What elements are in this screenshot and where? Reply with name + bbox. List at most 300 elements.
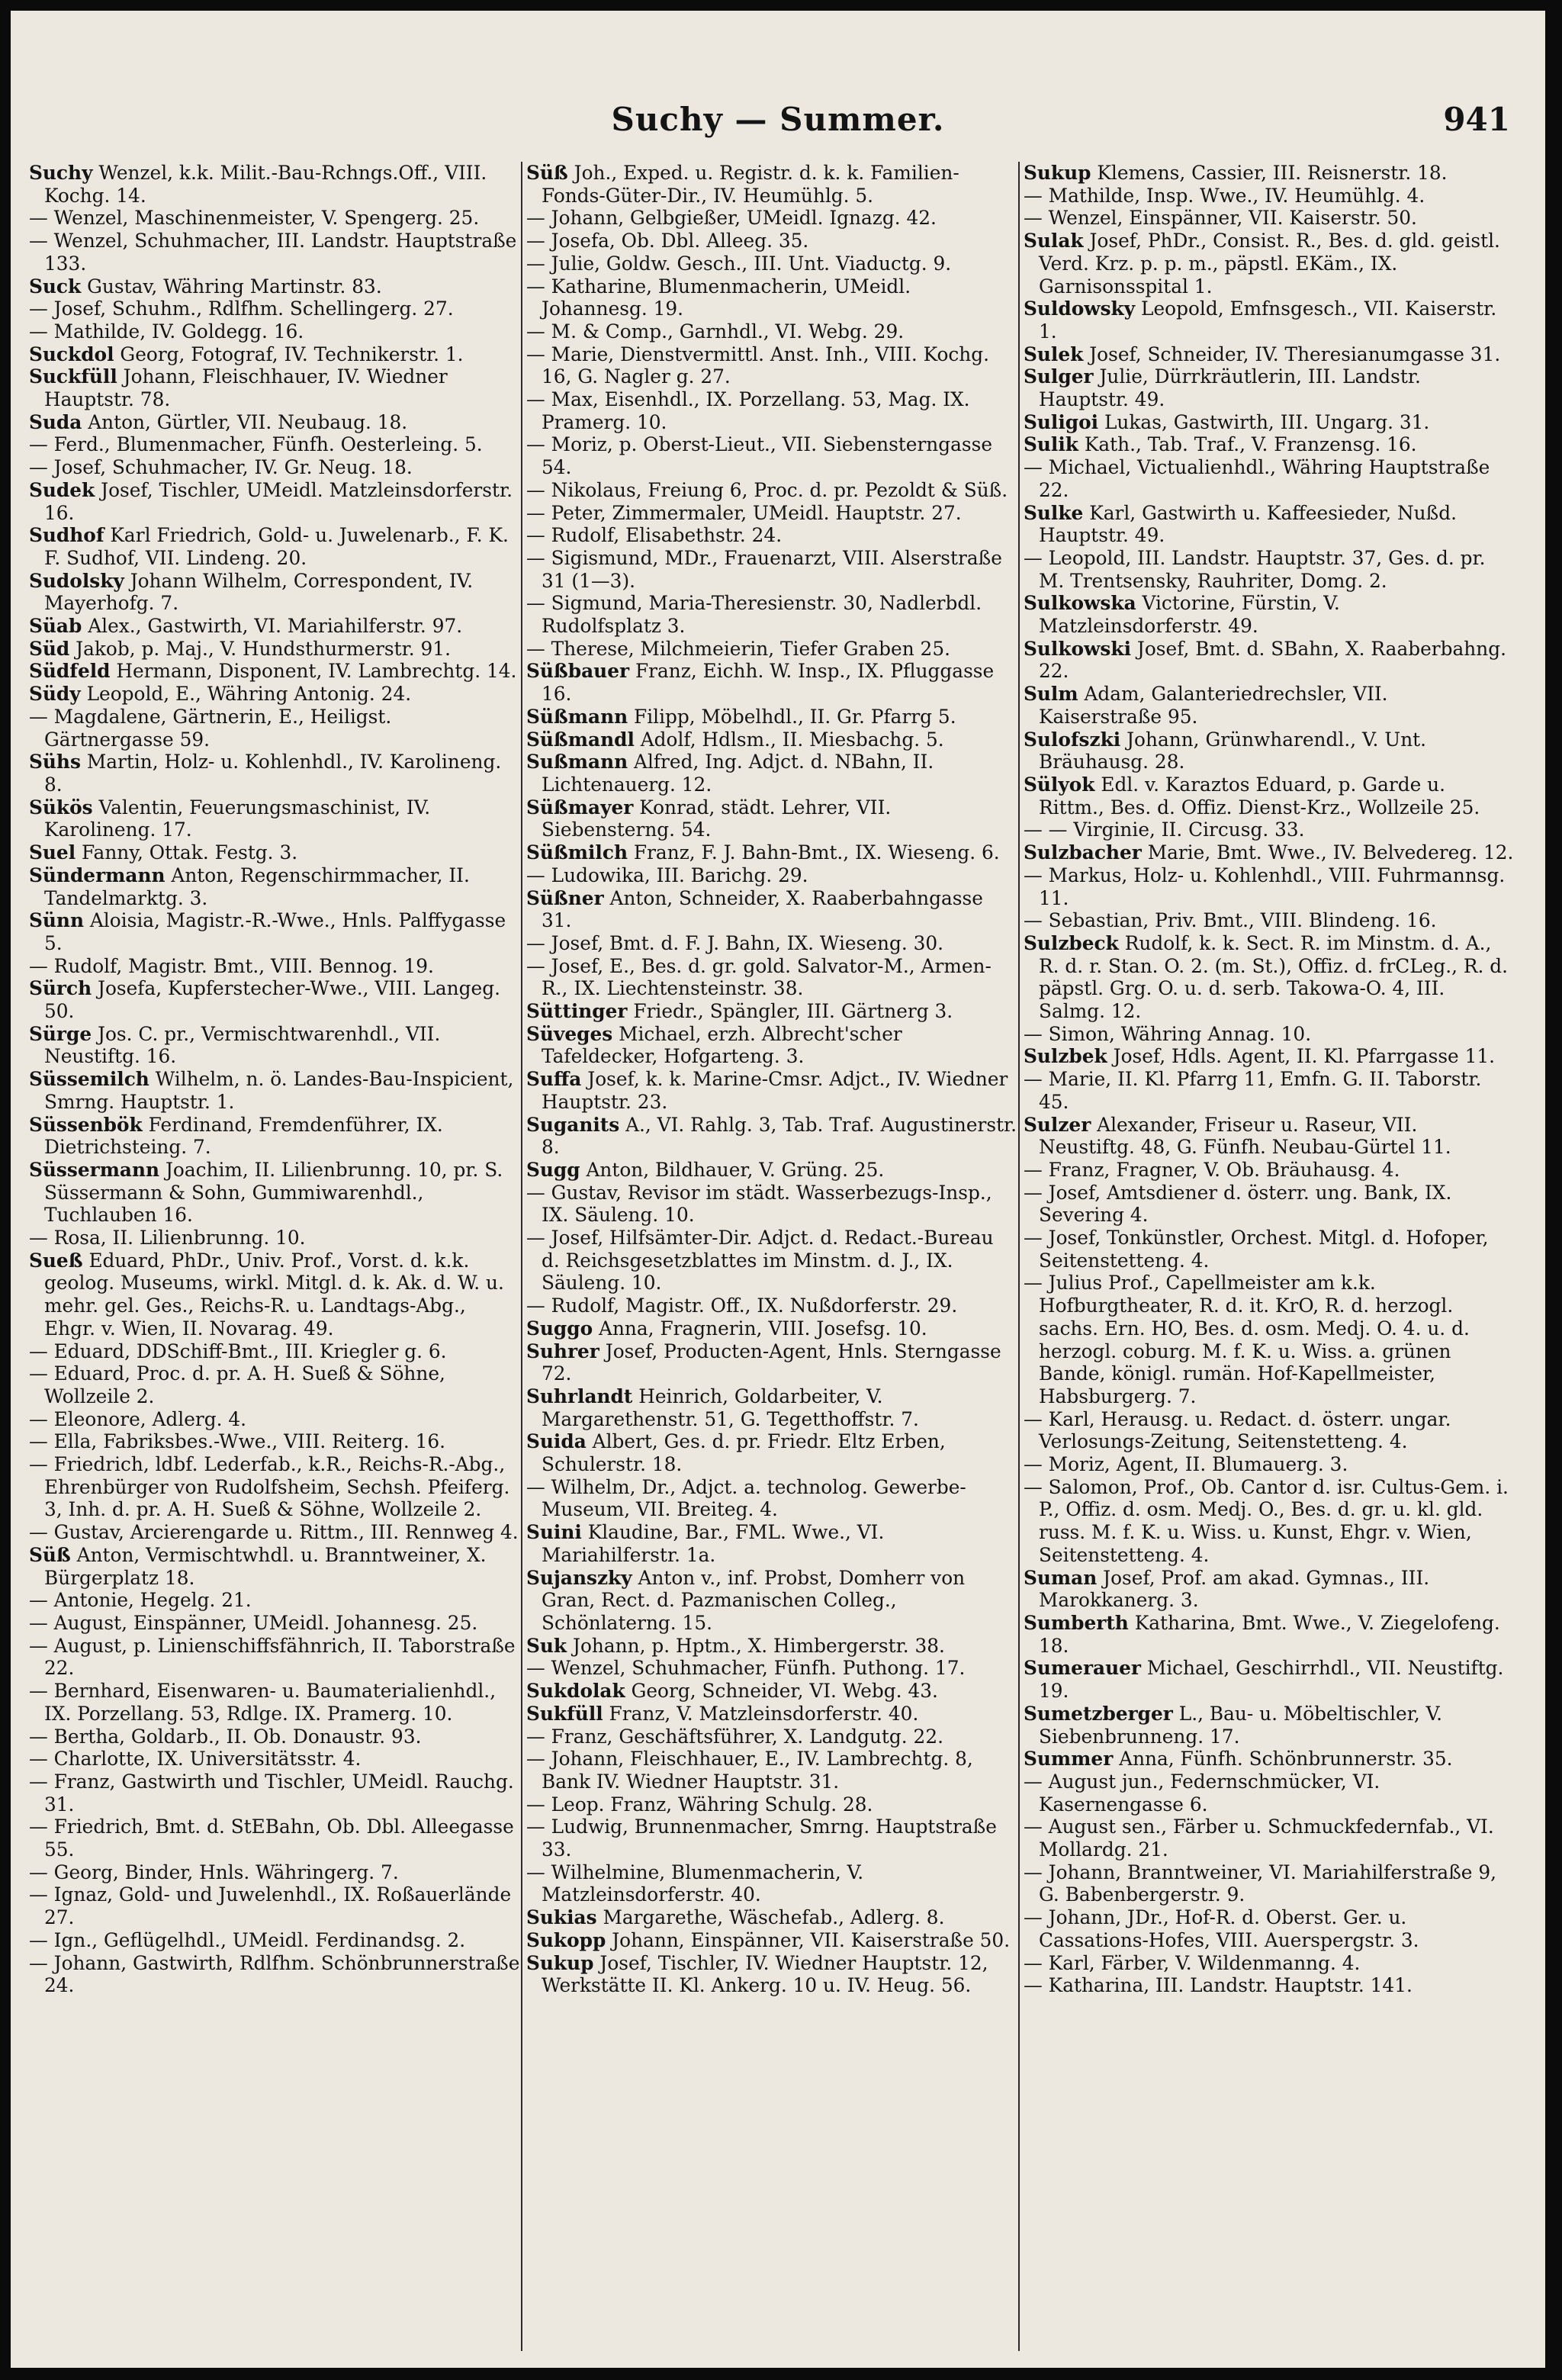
- directory-entry: [29, 841, 520, 864]
- entry-surname: Süssenbök: [29, 1113, 143, 1136]
- entry-details: — Charlotte, IX. Universitätsstr. 4.: [29, 1748, 362, 1771]
- entry-details: Josefa, Kupferstecher-Wwe., VIII. Langeg. 50.: [44, 977, 500, 1023]
- directory-entry: [1024, 638, 1515, 683]
- entry-details: Johann, Grünwharendl., V. Unt. Bräuhausg. 28.: [1039, 728, 1427, 774]
- directory-entry: [526, 230, 1017, 252]
- entry-details: Johann, Einspänner, VII. Kaiserstraße 50.: [612, 1928, 1011, 1951]
- directory-entry: [526, 1068, 1017, 1113]
- entry-surname: Sudhof: [29, 524, 104, 547]
- entry-surname: Summer: [1024, 1748, 1114, 1771]
- directory-entry: [526, 932, 1017, 955]
- entry-details: — Josef, E., Bes. d. gr. gold. Salvator-M., Armen-R., IX. Liechtensteinstr. 38.: [526, 954, 992, 1000]
- entry-surname: Sulofszki: [1024, 728, 1121, 751]
- entry-surname: Sulzbek: [1024, 1045, 1107, 1068]
- entry-details: Anton, Vermischtwhdl. u. Branntweiner, X. Bürgerplatz 18.: [44, 1543, 487, 1589]
- directory-entry: [526, 887, 1017, 932]
- directory-entry: [526, 1000, 1017, 1023]
- directory-entry: [29, 365, 520, 410]
- directory-entry: [1024, 1816, 1515, 1861]
- directory-entry: [29, 433, 520, 456]
- directory-entry: [29, 909, 520, 954]
- directory-entry: [1024, 411, 1515, 434]
- directory-entry: [1024, 1272, 1515, 1407]
- entry-surname: Süß: [526, 162, 568, 184]
- directory-entry: [526, 1793, 1017, 1816]
- entry-details: — August, p. Linienschiffsfähnrich, II. Taborstraße 22.: [29, 1634, 516, 1680]
- entry-details: — Sigmund, Maria-Theresienstr. 30, Nadlerbdl. Rudolfsplatz 3.: [526, 592, 982, 638]
- directory-entry: [1024, 1612, 1515, 1657]
- entry-details: — Karl, Färber, V. Wildenmanng. 4.: [1024, 1951, 1361, 1974]
- directory-entry: [1024, 207, 1515, 230]
- entry-details: Edl. v. Karaztos Eduard, p. Garde u. Rittm., Bes. d. Offiz. Dienst-Krz., Wollzeile 25.: [1039, 773, 1480, 819]
- directory-entry: [29, 683, 520, 706]
- entry-surname: Suda: [29, 410, 82, 433]
- entry-details: Georg, Fotograf, IV. Technikerstr. 1.: [120, 343, 464, 365]
- directory-entry: [29, 1816, 520, 1861]
- running-head: Suchy — Summer.: [611, 101, 945, 138]
- directory-entry: [526, 1635, 1017, 1658]
- entry-details: Katharina, Bmt. Wwe., V. Ziegelofeng. 18.: [1039, 1612, 1500, 1657]
- directory-entry: [1024, 864, 1515, 909]
- entry-details: Johann, Fleischhauer, IV. Wiedner Hauptstr. 78.: [44, 365, 448, 411]
- entry-surname: Süd: [29, 637, 70, 660]
- directory-entry: [29, 570, 520, 615]
- directory-entry: [526, 638, 1017, 661]
- directory-entry: [29, 298, 520, 320]
- directory-entry: [1024, 456, 1515, 501]
- entry-details: — Marie, Dienstvermittl. Anst. Inh., VIII. Kochg. 16, G. Nagler g. 27.: [526, 343, 990, 388]
- directory-entry: [29, 1544, 520, 1589]
- entry-details: — Julie, Goldw. Gesch., III. Unt. Viaductg. 9.: [526, 252, 952, 275]
- entry-details: — Franz, Fragner, V. Ob. Bräuhausg. 4.: [1024, 1158, 1400, 1181]
- column-1: [29, 162, 520, 2359]
- entry-details: Franz, Eichh. W. Insp., IX. Pfluggasse 16.: [542, 660, 995, 706]
- column-rule: [1018, 162, 1020, 2351]
- entry-surname: Süßmann: [526, 705, 628, 728]
- entry-surname: Sulm: [1024, 683, 1078, 706]
- entry-details: Josef, Prof. am akad. Gymnas., III. Marokkanerg. 3.: [1039, 1566, 1430, 1612]
- directory-entry: [29, 1250, 520, 1340]
- entry-details: — Sigismund, MDr., Frauenarzt, VIII. Alserstraße 31 (1—3).: [526, 546, 1002, 592]
- entry-details: Johann, p. Hptm., X. Himbergerstr. 38.: [573, 1634, 945, 1657]
- entry-details: — Eduard, Proc. d. pr. A. H. Sueß & Söhne, Wollzeile 2.: [29, 1362, 445, 1407]
- directory-entry: [29, 1159, 520, 1227]
- directory-entry: [1024, 1476, 1515, 1567]
- directory-entry: [1024, 162, 1515, 185]
- directory-entry: [1024, 1974, 1515, 1997]
- entry-surname: Sulzer: [1024, 1113, 1091, 1136]
- directory-entry: [526, 1748, 1017, 1793]
- entry-surname: Sürge: [29, 1022, 92, 1045]
- entry-details: — Wilhelmine, Blumenmacherin, V. Matzleinsdorferstr. 40.: [526, 1861, 864, 1906]
- entry-details: — Eleonore, Adlerg. 4.: [29, 1407, 247, 1430]
- directory-entry: [29, 638, 520, 661]
- entry-details: Adolf, Hdlsm., II. Miesbachg. 5.: [640, 728, 944, 751]
- page-number: 941: [1443, 101, 1510, 138]
- entry-details: Ferdinand, Fremdenführer, IX. Dietrichsteing. 7.: [44, 1113, 443, 1159]
- directory-entry: [29, 524, 520, 569]
- entry-surname: Suini: [526, 1521, 582, 1544]
- entry-details: Josef, Producten-Agent, Hnls. Sterngasse 72.: [542, 1340, 1001, 1385]
- entry-details: — Johann, Fleischhauer, E., IV. Lambrechtg. 8, Bank IV. Wiedner Hauptstr. 31.: [526, 1748, 973, 1793]
- entry-details: — Bernhard, Eisenwaren- u. Baumaterialienhdl., IX. Porzellang. 53, Rdlge. IX. Pramerg. 10.: [29, 1680, 497, 1725]
- entry-details: — Wenzel, Maschinenmeister, V. Spengerg. 25.: [29, 207, 480, 230]
- directory-entry: [1024, 1906, 1515, 1951]
- directory-entry: [526, 1114, 1017, 1159]
- entry-details: Michael, Geschirrhdl., VII. Neustiftg. 19.: [1039, 1657, 1504, 1703]
- directory-entry: [29, 1883, 520, 1928]
- directory-entry: [29, 1453, 520, 1521]
- directory-entry: [526, 547, 1017, 592]
- entry-surname: Suk: [526, 1634, 567, 1657]
- entry-surname: Süttinger: [526, 1000, 628, 1023]
- directory-entry: [1024, 1045, 1515, 1068]
- entry-details: Josef, Schneider, IV. Theresianumgasse 31.: [1089, 343, 1501, 365]
- entry-details: — Salomon, Prof., Ob. Cantor d. isr. Cultus-Gem. i. P., Offiz. d. osm. Medj. O., Bes. d. gr. u. kl. gld. russ. M. f. K. u. Wiss. u. Kunst, Ehgr. v. Wien, Seitenstetteng. 4.: [1024, 1475, 1509, 1566]
- directory-entry: [526, 479, 1017, 502]
- directory-entry: [29, 162, 520, 207]
- entry-surname: Süßmilch: [526, 841, 628, 864]
- directory-entry: [526, 1476, 1017, 1521]
- directory-entry: [29, 1748, 520, 1771]
- entry-details: Jakob, p. Maj., V. Hundsthurmerstr. 91.: [76, 637, 451, 660]
- entry-details: Lukas, Gastwirth, III. Ungarg. 31.: [1104, 410, 1430, 433]
- entry-details: — — Virginie, II. Circusg. 33.: [1024, 819, 1305, 841]
- entry-details: — Katharine, Blumenmacherin, UMeidl. Johannesg. 19.: [526, 275, 911, 320]
- directory-entry: [526, 728, 1017, 751]
- entry-details: — M. & Comp., Garnhdl., VI. Webg. 29.: [526, 320, 905, 343]
- entry-surname: Süveges: [526, 1022, 613, 1045]
- entry-details: Aloisia, Magistr.-R.-Wwe., Hnls. Palffygasse 5.: [44, 909, 506, 954]
- entry-details: — Moriz, Agent, II. Blumauerg. 3.: [1024, 1453, 1348, 1476]
- entry-details: Hermann, Disponent, IV. Lambrechtg. 14.: [116, 660, 517, 683]
- entry-details: — Eduard, DDSchiff-Bmt., III. Kriegler g. 6.: [29, 1340, 447, 1362]
- entry-details: — Marie, II. Kl. Pfarrg 11, Emfn. G. II. Taborstr. 45.: [1024, 1068, 1482, 1113]
- entry-surname: Sündermann: [29, 864, 166, 886]
- entry-details: — Josef, Schuhm., Rdlfhm. Schellingerg. 27.: [29, 298, 454, 320]
- entry-surname: Suchy: [29, 162, 93, 184]
- entry-details: — Rosa, II. Lilienbrunng. 10.: [29, 1227, 306, 1250]
- directory-entry: [526, 1567, 1017, 1635]
- entry-details: — August jun., Federnschmücker, VI. Kasernengasse 6.: [1024, 1770, 1380, 1816]
- directory-entry: [526, 1861, 1017, 1906]
- directory-entry: [526, 388, 1017, 433]
- directory-entry: [29, 1771, 520, 1816]
- directory-entry: [1024, 1771, 1515, 1816]
- entry-surname: Süßner: [526, 886, 604, 909]
- entry-details: L., Bau- u. Möbeltischler, V. Siebenbrunneng. 17.: [1039, 1702, 1443, 1748]
- entry-details: — Ign., Geflügelhdl., UMeidl. Ferdinandsg. 2.: [29, 1928, 466, 1951]
- entry-details: Anna, Fünfh. Schönbrunnerstr. 35.: [1119, 1748, 1453, 1771]
- directory-entry: [526, 751, 1017, 796]
- entry-surname: Sünn: [29, 909, 84, 932]
- directory-entry: [29, 1114, 520, 1159]
- entry-details: — Friedrich, Bmt. d. StEBahn, Ob. Dbl. Alleegasse 55.: [29, 1816, 514, 1861]
- entry-details: — August sen., Färber u. Schmuckfedernfab., VI. Mollardg. 21.: [1024, 1816, 1494, 1861]
- directory-entry: [526, 796, 1017, 841]
- entry-details: Albert, Ges. d. pr. Friedr. Eltz Erben, Schulerstr. 18.: [542, 1430, 946, 1476]
- entry-surname: Süß: [29, 1543, 71, 1566]
- entry-details: — Gustav, Arcierengarde u. Rittm., III. Rennweg 4.: [29, 1521, 519, 1544]
- entry-details: — Leop. Franz, Währing Schulg. 28.: [526, 1793, 873, 1816]
- entry-details: Joh., Exped. u. Registr. d. k. k. Familien-Fonds-Güter-Dir., IV. Heumühlg. 5.: [542, 162, 959, 207]
- entry-details: Eduard, PhDr., Univ. Prof., Vorst. d. k.k. geolog. Museums, wirkl. Mitgl. d. k. Ak. d. W. u. mehr. gel. Ges., Reichs-R. u. Landtags-Abg., Ehgr. v. Wien, II. Novarag. 49.: [44, 1249, 504, 1340]
- column-2: [526, 162, 1017, 2359]
- entry-details: — Josef, Tonkünstler, Orchest. Mitgl. d. Hofoper, Seitenstetteng. 4.: [1024, 1227, 1489, 1272]
- entry-surname: Sulzbeck: [1024, 931, 1119, 954]
- directory-entry: [526, 1816, 1017, 1861]
- directory-entry: [1024, 1227, 1515, 1272]
- directory-entry: [526, 841, 1017, 864]
- directory-entry: [526, 1295, 1017, 1317]
- entry-surname: Sukup: [1024, 162, 1091, 184]
- entry-details: — Antonie, Hegelg. 21.: [29, 1589, 252, 1612]
- entry-surname: Sukias: [526, 1906, 597, 1929]
- directory-entry: [526, 502, 1017, 525]
- directory-entry: [1024, 909, 1515, 932]
- directory-entry: [526, 1657, 1017, 1680]
- entry-details: — Georg, Binder, Hnls. Währingerg. 7.: [29, 1861, 399, 1883]
- directory-entry: [1024, 298, 1515, 343]
- entry-details: Josef, Tischler, IV. Wiedner Hauptstr. 12, Werkstätte II. Kl. Ankerg. 10 u. IV. Heug. 56.: [542, 1951, 988, 1997]
- entry-surname: Suhrlandt: [526, 1385, 633, 1407]
- directory-entry: [29, 660, 520, 683]
- entry-details: Franz, F. J. Bahn-Bmt., IX. Wieseng. 6.: [633, 841, 1000, 864]
- entry-details: Karl Friedrich, Gold- u. Juwelenarb., F. K. F. Sudhof, VII. Lindeng. 20.: [44, 524, 509, 569]
- directory-entry: [29, 1362, 520, 1407]
- entry-surname: Südy: [29, 683, 81, 706]
- entry-surname: Sulak: [1024, 230, 1084, 252]
- directory-entry: [526, 1317, 1017, 1340]
- directory-entry: [29, 275, 520, 298]
- entry-details: Margarethe, Wäschefab., Adlerg. 8.: [603, 1906, 945, 1929]
- entry-details: — Markus, Holz- u. Kohlenhdl., VIII. Fuhrmannsg. 11.: [1024, 864, 1506, 909]
- directory-entry: [526, 1340, 1017, 1385]
- entry-details: — Johann, JDr., Hof-R. d. Oberst. Ger. u. Cassations-Hofes, VIII. Auerspergstr. 3.: [1024, 1906, 1419, 1951]
- entry-details: Julie, Dürrkräutlerin, III. Landstr. Hauptstr. 49.: [1039, 365, 1421, 411]
- entry-details: Johann Wilhelm, Correspondent, IV. Mayerhofg. 7.: [44, 569, 474, 615]
- directory-entry: [526, 1703, 1017, 1726]
- directory-entry: [526, 1906, 1017, 1929]
- directory-entry: [526, 343, 1017, 388]
- directory-entry: [29, 955, 520, 978]
- entry-details: — Wenzel, Einspänner, VII. Kaiserstr. 50.: [1024, 207, 1417, 230]
- entry-details: Gustav, Währing Martinstr. 83.: [87, 275, 382, 298]
- entry-details: — Julius Prof., Capellmeister am k.k. Hofburgtheater, R. d. it. KrO, R. d. herzogl. sachs. Ern. HO, Bes. d. osm. Medj. O. 4. u. d. herzogl. coburg. M. f. K. u. Wiss. a. grünen Bande, königl. rumän. Hof-Kapellmeister, Habsburgerg. 7.: [1024, 1272, 1470, 1407]
- directory-entry: [1024, 1182, 1515, 1227]
- entry-details: — Therese, Milchmeierin, Tiefer Graben 25.: [526, 637, 950, 660]
- directory-entry: [29, 796, 520, 841]
- entry-details: — Josefa, Ob. Dbl. Alleeg. 35.: [526, 230, 809, 252]
- entry-surname: Sukopp: [526, 1928, 606, 1951]
- entry-details: — Rudolf, Elisabethstr. 24.: [526, 524, 783, 547]
- entry-details: — Simon, Währing Annag. 10.: [1024, 1022, 1312, 1045]
- directory-entry: [1024, 502, 1515, 547]
- entry-details: Franz, V. Matzleinsdorferstr. 40.: [609, 1702, 919, 1725]
- entry-details: — Wenzel, Schuhmacher, Fünfh. Puthong. 17.: [526, 1657, 966, 1680]
- entry-details: Anton v., inf. Probst, Domherr von Gran, Rect. d. Pazmanischen Colleg., Schönlaterng. 15.: [542, 1566, 966, 1634]
- entry-details: — Nikolaus, Freiung 6, Proc. d. pr. Pezoldt & Süß.: [526, 478, 1008, 501]
- directory-entry: [526, 275, 1017, 320]
- entry-details: Michael, erzh. Albrecht'scher Tafeldecker, Hofgarteng. 3.: [542, 1022, 902, 1068]
- page-header: [11, 101, 1545, 162]
- entry-details: — Franz, Geschäftsführer, X. Landgutg. 22.: [526, 1725, 943, 1748]
- entry-details: Alfred, Ing. Adjct. d. NBahn, II. Lichtenauerg. 12.: [542, 751, 934, 796]
- directory-entry: [1024, 1114, 1515, 1159]
- entry-surname: Sukup: [526, 1951, 594, 1974]
- directory-entry: [29, 706, 520, 751]
- entry-surname: Süßmayer: [526, 796, 634, 819]
- entry-surname: Sukdolak: [526, 1680, 625, 1703]
- entry-details: — Ignaz, Gold- und Juwelenhdl., IX. Roßauerlände 27.: [29, 1883, 512, 1929]
- entry-details: Valentin, Feuerungsmaschinist, IV. Karolineng. 17.: [44, 796, 431, 841]
- directory-entry: [526, 1385, 1017, 1430]
- directory-entry: [526, 320, 1017, 343]
- entry-surname: Sulek: [1024, 343, 1084, 365]
- directory-entry: [526, 252, 1017, 275]
- entry-details: Joachim, II. Lilienbrunng. 10, pr. S. Süssermann & Sohn, Gummiwarenhdl., Tuchlauben 16.: [44, 1158, 503, 1227]
- entry-surname: Sulke: [1024, 501, 1084, 524]
- entry-details: Anton, Bildhauer, V. Grüng. 25.: [586, 1158, 885, 1181]
- directory-entry: [29, 456, 520, 479]
- directory-entry: [29, 615, 520, 638]
- entry-details: — Wenzel, Schuhmacher, III. Landstr. Hauptstraße 133.: [29, 230, 517, 275]
- entry-details: Karl, Gastwirth u. Kaffeesieder, Nußd. Hauptstr. 49.: [1039, 501, 1457, 547]
- entry-details: — Mathilde, Insp. Wwe., IV. Heumühlg. 4.: [1024, 184, 1425, 207]
- entry-details: — Magdalene, Gärtnerin, E., Heiligst. Gärtnergasse 59.: [29, 705, 392, 751]
- entry-surname: Süssemilch: [29, 1068, 149, 1091]
- entry-surname: Sulkowski: [1024, 637, 1131, 660]
- entry-surname: Sükös: [29, 796, 93, 819]
- entry-surname: Süßmandl: [526, 728, 635, 751]
- entry-surname: Sülyok: [1024, 773, 1095, 796]
- entry-surname: Suckfüll: [29, 365, 117, 388]
- entry-details: Alexander, Friseur u. Raseur, VII. Neustiftg. 48, G. Fünfh. Neubau-Gürtel 11.: [1039, 1113, 1451, 1159]
- entry-details: — Josef, Schuhmacher, IV. Gr. Neug. 18.: [29, 456, 413, 479]
- entry-details: Wenzel, k.k. Milit.-Bau-Rchngs.Off., VIII. Kochg. 14.: [44, 162, 487, 207]
- entry-details: Adam, Galanteriedrechsler, VII. Kaiserstraße 95.: [1039, 683, 1388, 728]
- entry-details: — August, Einspänner, UMeidl. Johannesg. 25.: [29, 1612, 478, 1634]
- entry-details: Leopold, Emfnsgesch., VII. Kaiserstr. 1.: [1039, 298, 1497, 343]
- directory-entry: [29, 1589, 520, 1612]
- directory-entry: [1024, 1453, 1515, 1476]
- entry-details: — Josef, Bmt. d. F. J. Bahn, IX. Wieseng. 30.: [526, 931, 944, 954]
- entry-surname: Suman: [1024, 1566, 1098, 1589]
- directory-entry: [1024, 1748, 1515, 1771]
- entry-details: — Ludowika, III. Barichg. 29.: [526, 864, 808, 886]
- column-3: [1024, 162, 1515, 2359]
- entry-surname: Sumberth: [1024, 1612, 1129, 1634]
- entry-details: — Friedrich, ldbf. Lederfab., k.R., Reichs-R.-Abg., Ehrenbürger von Rudolfsheim, Sechsh. Pfeiferg. 3, Inh. d. pr. A. H. Sueß & Söhne, Wollzeile 2.: [29, 1453, 510, 1521]
- entry-details: — Gustav, Revisor im städt. Wasserbezugs-Insp., IX. Säuleng. 10.: [526, 1181, 992, 1227]
- entry-details: Victorine, Fürstin, V. Matzleinsdorferstr. 49.: [1039, 592, 1340, 638]
- entry-details: — Bertha, Goldarb., II. Ob. Donaustr. 93.: [29, 1725, 422, 1748]
- column-rule: [521, 162, 522, 2351]
- entry-surname: Sühs: [29, 751, 81, 774]
- directory-entry: [1024, 774, 1515, 819]
- directory-entry: [29, 320, 520, 343]
- entry-details: — Peter, Zimmermaler, UMeidl. Hauptstr. 27.: [526, 501, 962, 524]
- entry-details: — Ludwig, Brunnenmacher, Smrng. Hauptstraße 33.: [526, 1816, 997, 1861]
- entry-surname: Suggo: [526, 1317, 593, 1340]
- directory-entry: [526, 1430, 1017, 1475]
- entry-details: — Michael, Victualienhdl., Währing Hauptstraße 22.: [1024, 456, 1490, 501]
- entry-details: — Mathilde, IV. Goldegg. 16.: [29, 320, 304, 343]
- entry-details: Filipp, Möbelhdl., II. Gr. Pfarrg 5.: [634, 705, 956, 728]
- entry-surname: Sudek: [29, 478, 95, 501]
- entry-details: Rudolf, k. k. Sect. R. im Minstm. d. A., R. d. r. Stan. O. 2. (m. St.), Offiz. d. frCLeg., R. d. päpstl. Grg. O. u. d. serb. Takowa-O. 4, III. Salmg. 12.: [1039, 931, 1509, 1023]
- directory-entry: [1024, 230, 1515, 298]
- entry-surname: Sukfüll: [526, 1702, 603, 1725]
- entry-details: — Rudolf, Magistr. Off., IX. Nußdorferstr. 29.: [526, 1295, 958, 1317]
- entry-surname: Suida: [526, 1430, 587, 1453]
- directory-entry: [1024, 728, 1515, 774]
- entry-details: Wilhelm, n. ö. Landes-Bau-Inspicient, Smrng. Hauptstr. 1.: [44, 1068, 514, 1113]
- directory-entry: [526, 433, 1017, 478]
- entry-details: Klemens, Cassier, III. Reisnerstr. 18.: [1097, 162, 1448, 184]
- entry-details: — Johann, Gelbgießer, UMeidl. Ignazg. 42.: [526, 207, 937, 230]
- entry-surname: Suckdol: [29, 343, 114, 365]
- entry-surname: Sürch: [29, 977, 92, 1000]
- entry-surname: Suldowsky: [1024, 298, 1136, 320]
- entry-details: — Josef, Hilfsämter-Dir. Adjct. d. Redact.-Bureau d. Reichsgesetzblattes im Minstm. d. J., IX. Säuleng. 10.: [526, 1227, 994, 1295]
- directory-entry: [1024, 1023, 1515, 1046]
- directory-entry: [526, 1521, 1017, 1566]
- directory-entry: [29, 479, 520, 524]
- entry-details: Josef, PhDr., Consist. R., Bes. d. gld. geistl. Verd. Krz. p. p. m., päpstl. EKäm., IX. Garnisonsspital 1.: [1039, 230, 1500, 298]
- entry-surname: Sujanszky: [526, 1566, 632, 1589]
- directory-entry: [29, 1023, 520, 1068]
- directory-entry: [1024, 1408, 1515, 1453]
- directory-entry: [29, 1521, 520, 1544]
- directory-entry: [1024, 343, 1515, 366]
- directory-entry: [29, 1340, 520, 1363]
- entry-surname: Süssermann: [29, 1158, 160, 1181]
- entry-details: — Rudolf, Magistr. Bmt., VIII. Bennog. 19.: [29, 954, 434, 977]
- directory-entry: [29, 1068, 520, 1113]
- entry-surname: Sumerauer: [1024, 1657, 1141, 1680]
- directory-entry: [1024, 1159, 1515, 1182]
- directory-entry: [526, 1227, 1017, 1295]
- entry-details: Georg, Schneider, VI. Webg. 43.: [631, 1680, 938, 1703]
- entry-details: Josef, Bmt. d. SBahn, X. Raaberbahng. 22.: [1039, 637, 1506, 683]
- entry-details: — Franz, Gastwirth und Tischler, UMeidl. Rauchg. 31.: [29, 1770, 514, 1816]
- entry-surname: Sulzbacher: [1024, 841, 1142, 864]
- directory-entry: [29, 1680, 520, 1725]
- directory-entry: [526, 162, 1017, 207]
- entry-details: — Ferd., Blumenmacher, Fünfh. Oesterleing. 5.: [29, 433, 483, 456]
- directory-entry: [526, 207, 1017, 230]
- directory-entry: [526, 660, 1017, 705]
- directory-entry: [526, 1023, 1017, 1068]
- entry-surname: Sulkowska: [1024, 592, 1136, 615]
- entry-surname: Suffa: [526, 1068, 582, 1091]
- directory-entry: [1024, 185, 1515, 207]
- directory-entry: [1024, 683, 1515, 728]
- entry-details: Josef, k. k. Marine-Cmsr. Adjct., IV. Wiedner Hauptstr. 23.: [542, 1068, 1008, 1113]
- entry-surname: Sulger: [1024, 365, 1094, 388]
- directory-page: [11, 11, 1545, 2368]
- entry-details: — Wilhelm, Dr., Adjct. a. technolog. Gewerbe-Museum, VII. Breiteg. 4.: [526, 1475, 966, 1521]
- entry-details: Klaudine, Bar., FML. Wwe., VI. Mariahilferstr. 1a.: [542, 1521, 885, 1566]
- entry-details: A., VI. Rahlg. 3, Tab. Traf. Augustinerstr. 8.: [542, 1113, 1017, 1159]
- directory-entry: [1024, 547, 1515, 592]
- entry-details: Josef, Tischler, UMeidl. Matzleinsdorferstr. 16.: [44, 478, 513, 524]
- entry-surname: Suganits: [526, 1113, 620, 1136]
- directory-entry: [1024, 932, 1515, 1023]
- directory-entry: [29, 1861, 520, 1884]
- entry-surname: Suck: [29, 275, 82, 298]
